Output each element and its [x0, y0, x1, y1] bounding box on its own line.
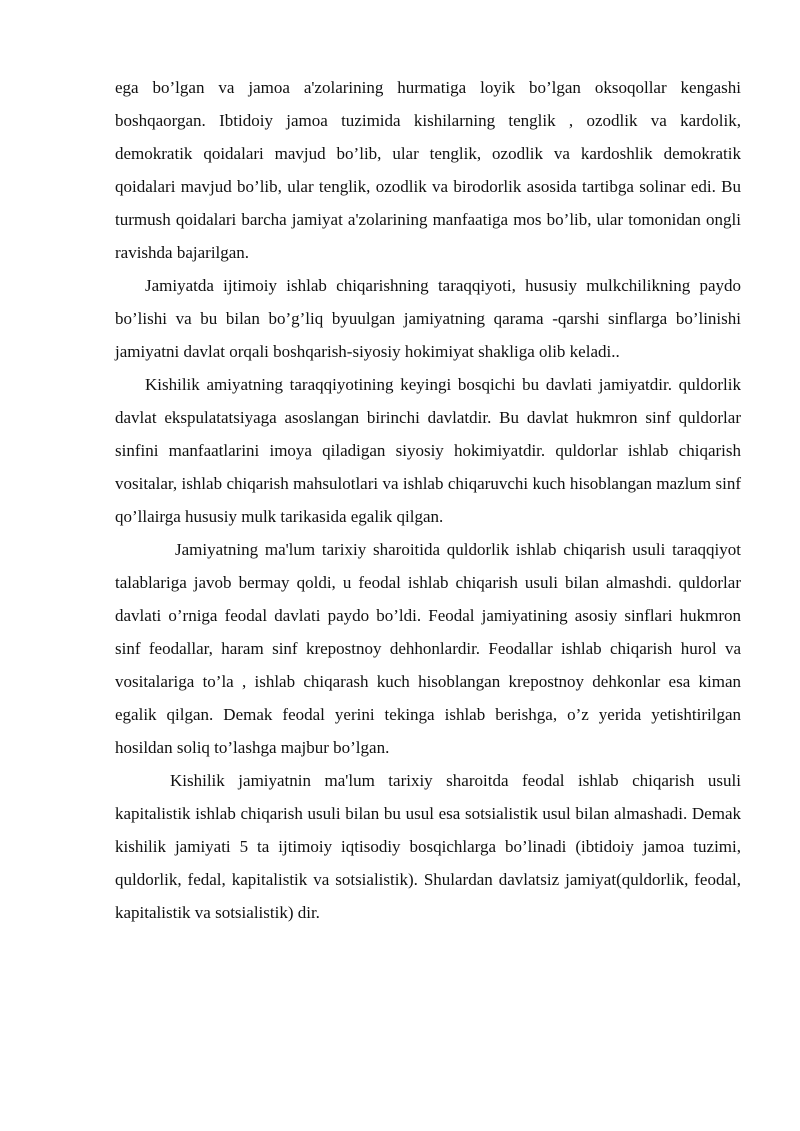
paragraph-2: Jamiyatda ijtimoiy ishlab chiqarishning taraqqiyoti, hususiy mulkchilikning paydo bo’lishi va bu bilan bo’g’liq byuulgan jamiyatning qarama -qarshi sinflarga bo’linishi jamiyatni davlat orqali boshqarish-siyosiy hokimiyat shakliga olib keladi..: [115, 276, 741, 361]
paragraph-5: Kishilik jamiyatnin ma'lum tarixiy sharoitda feodal ishlab chiqarish usuli kapitalistik ishlab chiqarish usuli bilan bu usul esa sotsialistik usul bilan almashadi. Demak kishilik jamiyati 5 ta ijtimoiy iqtisodiy bosqichlarga bo’linadi (ibtidoiy jamoa tuzimi, quldorlik, fedal, kapitalistik va sotsialistik). Shulardan davlatsiz jamiyat(quldorlik, feodal, kapitalistik va sotsialistik) dir.: [115, 771, 741, 922]
paragraph-3: Kishilik amiyatning taraqqiyotining keyingi bosqichi bu davlati jamiyatdir. quldorlik davlat ekspulatatsiyaga asoslangan birinchi davlatdir. Bu davlat hukmron sinf quldorlar sinfini manfaatlarini imoya qiladigan siyosiy hokimiyatdir. quldorlar ishlab chiqarish vositalar, ishlab chiqarish mahsulotlari va ishlab chiqaruvchi kuch hisoblangan mazlum sinf qo’llairga hususiy mulk tarikasida egalik qilgan.: [115, 375, 741, 526]
paragraph-4: Jamiyatning ma'lum tarixiy sharoitida quldorlik ishlab chiqarish usuli taraqqiyot talablariga javob bermay qoldi, u feodal ishlab chiqarish usuli bilan almashdi. quldorlar davlati o’rniga feodal davlati paydo bo’ldi. Feodal jamiyatining asosiy sinflari hukmron sinf feodallar, haram sinf krepostnoy dehhonlardir. Feodallar ishlab chiqarish hurol va vositalariga to’la , ishlab chiqarash kuch hisoblangan krepostnoy dehkonlar esa kiman egalik qilgan. Demak feodal yerini tekinga ishlab berishga, o’z yerida yetishtirilgan hosildan soliq to’lashga majbur bo’lgan.: [115, 540, 741, 757]
paragraph-1: ega bo’lgan va jamoa a'zolarining hurmatiga loyik bo’lgan oksoqollar kengashi boshqaorgan. Ibtidoiy jamoa tuzimida kishilarning tenglik , ozodlik va kardolik, demokratik qoidalari mavjud bo’lib, ular tenglik, ozodlik va kardoshlik demokratik qoidalari mavjud bo’lib, ular tenglik, ozodlik va birodorlik asosida tartibga solinar edi. Bu turmush qoidalari barcha jamiyat a'zolarining manfaatiga mos bo’lib, ular tomonidan ongli ravishda bajarilgan.: [115, 78, 741, 262]
document-page: [115, 71, 741, 929]
